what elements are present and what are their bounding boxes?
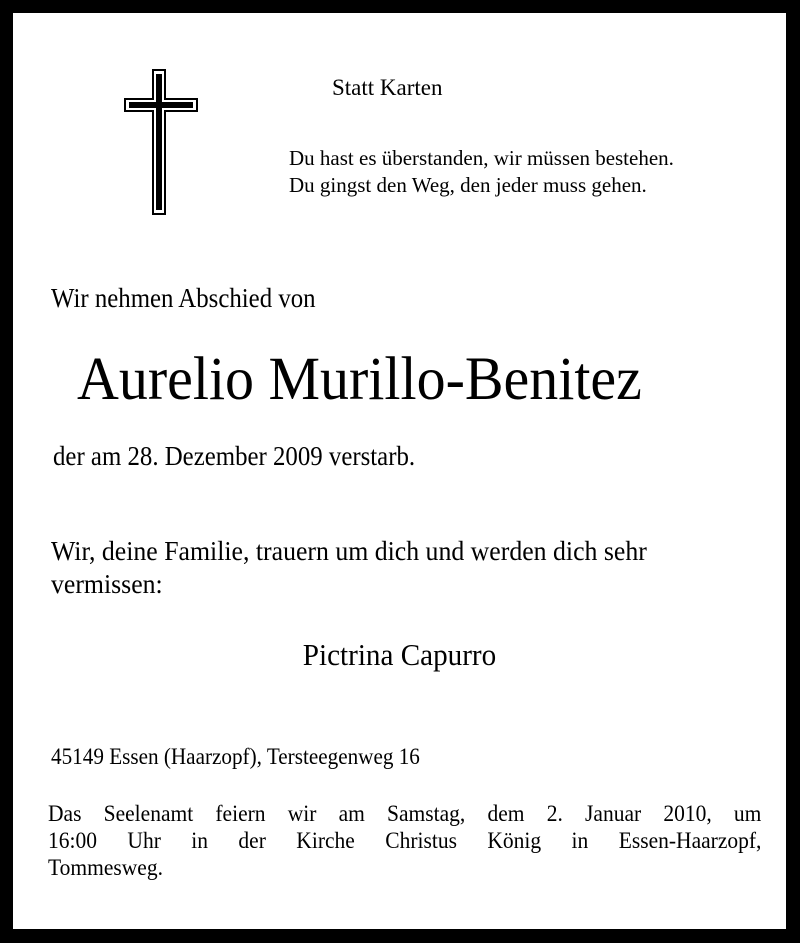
service-line: 16:00 Uhr in der Kirche Christus König in Essen-Haarzopf, bbox=[48, 828, 762, 853]
mourner-name: Pictrina Capurro bbox=[302, 637, 497, 672]
family-message: Wir, deine Familie, trauern um dich und werden dich sehr vermissen: bbox=[51, 536, 647, 599]
verse-line: Du hast es überstanden, wir müssen bestehen. bbox=[289, 146, 674, 170]
farewell-intro: Wir nehmen Abschied von bbox=[51, 283, 316, 313]
address: 45149 Essen (Haarzopf), Tersteegenweg 16 bbox=[51, 744, 420, 769]
service-line: Tommesweg. bbox=[48, 855, 163, 880]
memorial-verse bbox=[289, 145, 674, 199]
death-date-line: der am 28. Dezember 2009 verstarb. bbox=[53, 441, 416, 471]
service-line: Das Seelenamt feiern wir am Samstag, dem 2. Januar 2010, um bbox=[48, 801, 762, 826]
header-statt-karten: Statt Karten bbox=[332, 75, 443, 100]
obituary-notice bbox=[13, 13, 786, 929]
deceased-name: Aurelio Murillo-Benitez bbox=[77, 346, 642, 413]
latin-cross-icon bbox=[123, 69, 199, 215]
service-info bbox=[48, 800, 761, 881]
verse-line: Du gingst den Weg, den jeder muss gehen. bbox=[289, 173, 647, 197]
